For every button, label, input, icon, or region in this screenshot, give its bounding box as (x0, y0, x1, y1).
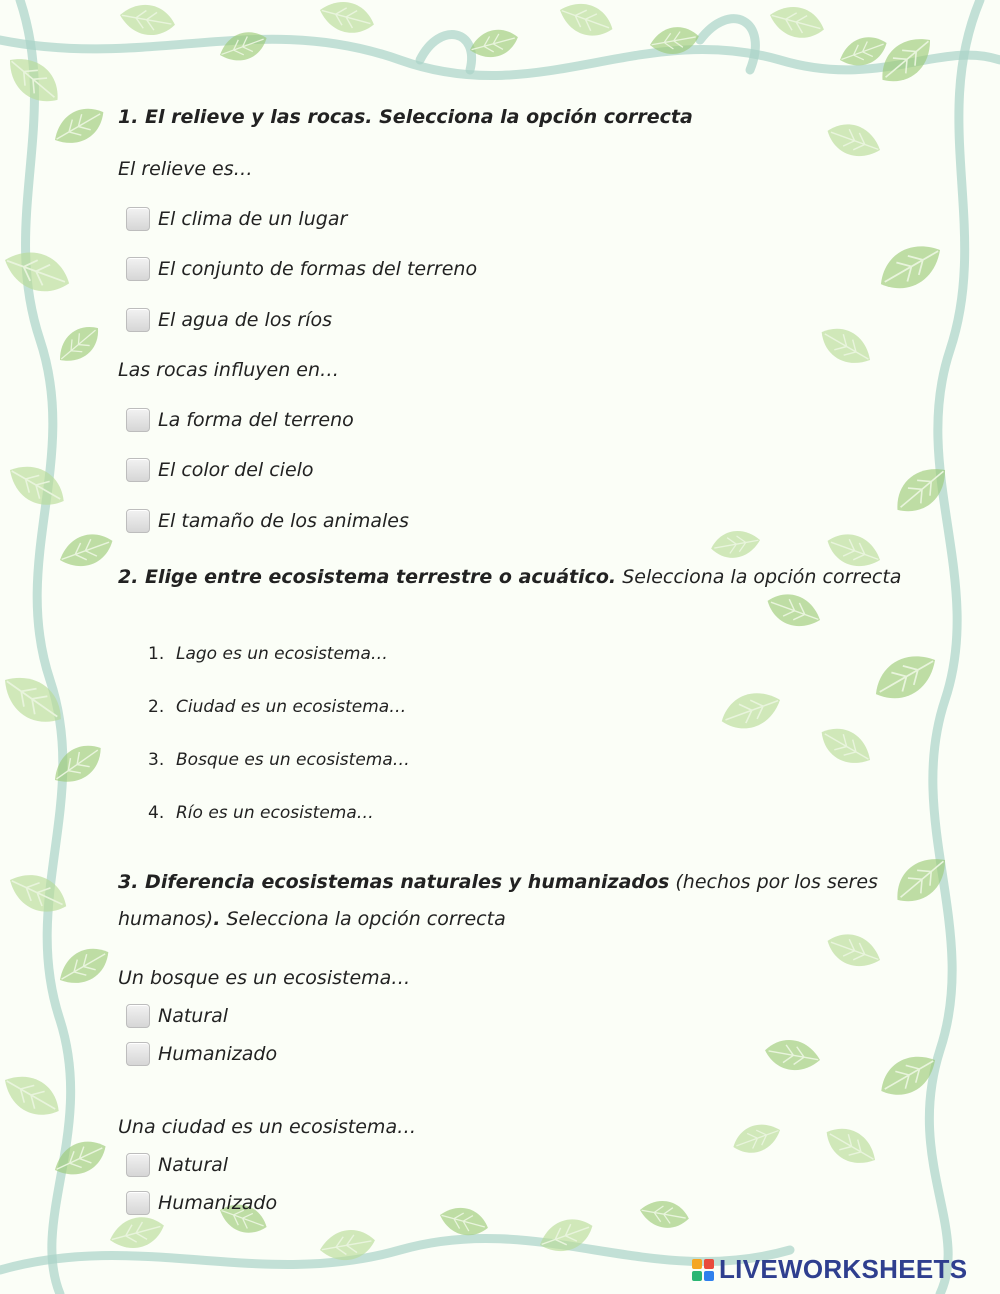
q1b-option-3[interactable]: El tamaño de los animales (126, 509, 409, 533)
q3a-option-1[interactable]: Natural (126, 1004, 228, 1028)
q3a-option-2[interactable]: Humanizado (126, 1042, 277, 1066)
q1b-option-1[interactable]: La forma del terreno (126, 408, 354, 432)
question-3-heading-line-2: humanos). Selecciona la opción correcta (118, 908, 506, 930)
question-1-prompt-a: El relieve es… (118, 158, 253, 180)
q2-item-1[interactable]: 1. Lago es un ecosistema… (148, 644, 388, 664)
checkbox-icon[interactable] (126, 408, 150, 432)
logo-square-e (704, 1271, 714, 1281)
checkbox-icon[interactable] (126, 509, 150, 533)
q2-item-3[interactable]: 3. Bosque es un ecosistema… (148, 750, 410, 770)
checkbox-icon[interactable] (126, 257, 150, 281)
q3b-option-2[interactable]: Humanizado (126, 1191, 277, 1215)
checkbox-icon[interactable] (126, 308, 150, 332)
brand-name: LIVEWORKSHEETS (719, 1254, 968, 1284)
question-1-heading: 1. El relieve y las rocas. Selecciona la opción correcta (118, 106, 693, 128)
q3b-option-1[interactable]: Natural (126, 1153, 228, 1177)
liveworksheets-logo (692, 1254, 967, 1285)
q1a-option-2[interactable]: El conjunto de formas del terreno (126, 257, 477, 281)
checkbox-icon[interactable] (126, 1153, 150, 1177)
logo-squares-icon (692, 1259, 714, 1281)
checkbox-icon[interactable] (126, 1191, 150, 1215)
q1a-option-1[interactable]: El clima de un lugar (126, 207, 347, 231)
q2-item-4[interactable]: 4. Río es un ecosistema… (148, 803, 374, 823)
logo-square-l (692, 1259, 702, 1269)
question-3-prompt-b: Una ciudad es un ecosistema… (118, 1116, 417, 1138)
logo-square-v (692, 1271, 702, 1281)
checkbox-icon[interactable] (126, 1042, 150, 1066)
logo-square-i (704, 1259, 714, 1269)
q1a-option-3[interactable]: El agua de los ríos (126, 308, 332, 332)
checkbox-icon[interactable] (126, 207, 150, 231)
q1b-option-2[interactable]: El color del cielo (126, 458, 314, 482)
checkbox-icon[interactable] (126, 1004, 150, 1028)
question-3-heading-line-1: 3. Diferencia ecosistemas naturales y humanizados (hechos por los seres (118, 871, 878, 893)
question-2-heading: 2. Elige entre ecosistema terrestre o acuático. Selecciona la opción correcta (118, 566, 902, 588)
checkbox-icon[interactable] (126, 458, 150, 482)
question-1-prompt-b: Las rocas influyen en… (118, 359, 340, 381)
q2-item-2[interactable]: 2. Ciudad es un ecosistema… (148, 697, 407, 717)
question-3-prompt-a: Un bosque es un ecosistema… (118, 967, 411, 989)
